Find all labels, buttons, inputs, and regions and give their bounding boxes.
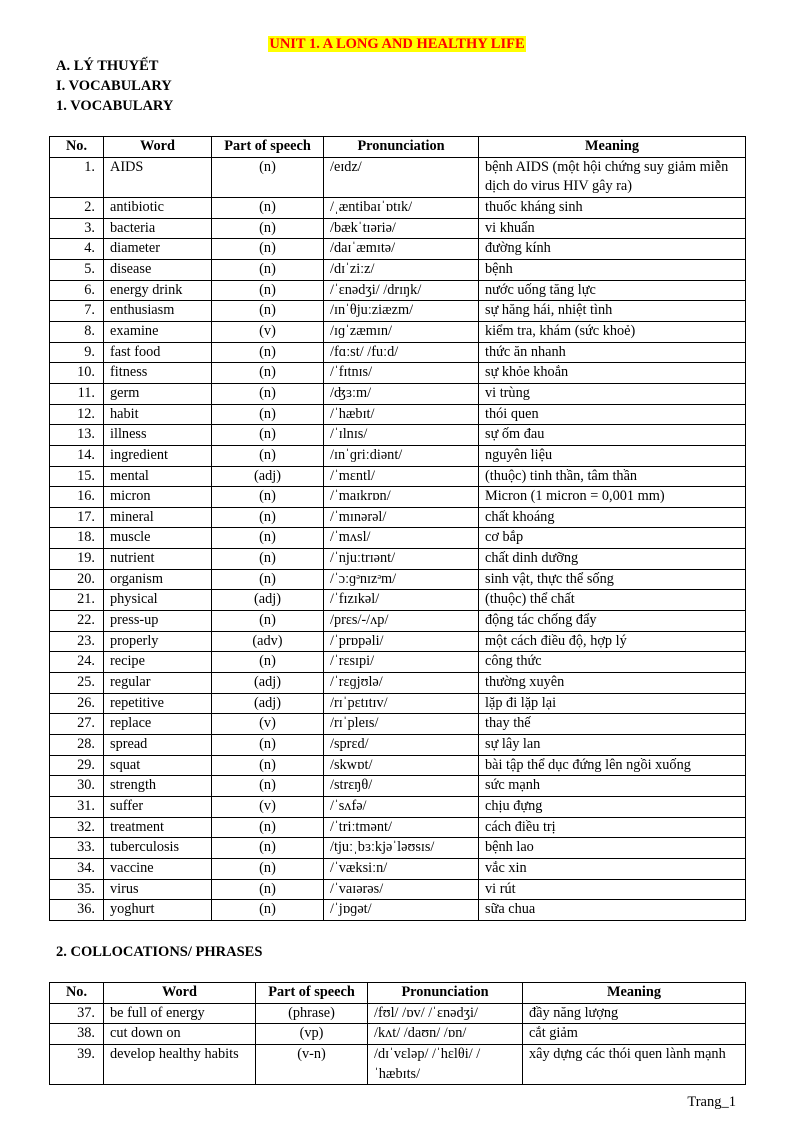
cell-pos: (v) — [212, 797, 324, 818]
cell-no: 3. — [50, 218, 104, 239]
cell-pos: (n) — [212, 611, 324, 632]
cell-pos: (n) — [212, 735, 324, 756]
cell-meaning: sự khỏe khoắn — [479, 363, 746, 384]
cell-meaning: vi rút — [479, 879, 746, 900]
table-row — [50, 900, 746, 921]
cell-no: 39. — [50, 1044, 104, 1084]
cell-word: enthusiasm — [104, 301, 212, 322]
cell-pronunciation: /ˈmaɪkrɒn/ — [324, 487, 479, 508]
table-row — [50, 528, 746, 549]
cell-meaning: sinh vật, thực thể sống — [479, 569, 746, 590]
cell-no: 1. — [50, 157, 104, 197]
cell-word: micron — [104, 487, 212, 508]
cell-pos: (v) — [212, 321, 324, 342]
cell-meaning: lặp đi lặp lại — [479, 693, 746, 714]
table-row — [50, 569, 746, 590]
table-row — [50, 404, 746, 425]
table-row — [50, 879, 746, 900]
cell-no: 12. — [50, 404, 104, 425]
cell-pronunciation: /ɪɡˈzæmɪn/ — [324, 321, 479, 342]
table-row — [50, 652, 746, 673]
cell-no: 37. — [50, 1003, 104, 1024]
cell-pronunciation: /ˈsʌfə/ — [324, 797, 479, 818]
cell-no: 9. — [50, 342, 104, 363]
cell-meaning: chất dinh dưỡng — [479, 549, 746, 570]
cell-no: 25. — [50, 673, 104, 694]
cell-word: physical — [104, 590, 212, 611]
cell-word: organism — [104, 569, 212, 590]
cell-pronunciation: /ˈtriːtmənt/ — [324, 817, 479, 838]
header-meaning: Meaning — [523, 983, 746, 1004]
cell-meaning: động tác chống đẩy — [479, 611, 746, 632]
cell-pronunciation: /ˈvaɪərəs/ — [324, 879, 479, 900]
cell-meaning: thay thế — [479, 714, 746, 735]
cell-pos: (n) — [212, 776, 324, 797]
cell-pronunciation: /rɪˈpɛtɪtɪv/ — [324, 693, 479, 714]
cell-word: regular — [104, 673, 212, 694]
cell-pronunciation: /ɪnˈθjuːziæzm/ — [324, 301, 479, 322]
cell-pronunciation: /tjuːˌbɜːkjəˈləʊsɪs/ — [324, 838, 479, 859]
table-row — [50, 301, 746, 322]
cell-meaning: bài tập thể dục đứng lên ngồi xuống — [479, 755, 746, 776]
cell-meaning: vắc xin — [479, 858, 746, 879]
cell-pronunciation: /ˈmɪnərəl/ — [324, 507, 479, 528]
cell-meaning: cắt giảm — [523, 1024, 746, 1045]
table-header-row — [50, 983, 746, 1004]
table-row — [50, 797, 746, 818]
table-row — [50, 1044, 746, 1084]
section-i-heading: I. VOCABULARY — [56, 78, 172, 94]
cell-word: press-up — [104, 611, 212, 632]
cell-pos: (n) — [212, 259, 324, 280]
cell-no: 38. — [50, 1024, 104, 1045]
cell-pos: (n) — [212, 549, 324, 570]
cell-pronunciation: /ˈjɒɡət/ — [324, 900, 479, 921]
cell-pronunciation: /ɪnˈɡriːdiənt/ — [324, 445, 479, 466]
cell-word: yoghurt — [104, 900, 212, 921]
cell-pronunciation: /skwɒt/ — [324, 755, 479, 776]
table-row — [50, 693, 746, 714]
cell-word: virus — [104, 879, 212, 900]
cell-no: 20. — [50, 569, 104, 590]
table-row — [50, 714, 746, 735]
cell-word: AIDS — [104, 157, 212, 197]
cell-meaning: thường xuyên — [479, 673, 746, 694]
cell-no: 17. — [50, 507, 104, 528]
cell-pos: (n) — [212, 157, 324, 197]
cell-pos: (n) — [212, 900, 324, 921]
table-row — [50, 549, 746, 570]
table-row — [50, 445, 746, 466]
cell-pos: (n) — [212, 383, 324, 404]
cell-pronunciation: /ˈmɛntl/ — [324, 466, 479, 487]
cell-no: 32. — [50, 817, 104, 838]
cell-pos: (adj) — [212, 693, 324, 714]
cell-word: energy drink — [104, 280, 212, 301]
cell-meaning: vi trùng — [479, 383, 746, 404]
cell-word: ingredient — [104, 445, 212, 466]
cell-pos: (n) — [212, 363, 324, 384]
cell-pos: (adj) — [212, 673, 324, 694]
cell-pronunciation: /ˈɛnədʒi/ /drɪŋk/ — [324, 280, 479, 301]
table-row — [50, 239, 746, 260]
cell-word: diameter — [104, 239, 212, 260]
cell-word: cut down on — [104, 1024, 256, 1045]
cell-pos: (v-n) — [256, 1044, 368, 1084]
cell-pos: (n) — [212, 404, 324, 425]
cell-meaning: Micron (1 micron = 0,001 mm) — [479, 487, 746, 508]
cell-no: 7. — [50, 301, 104, 322]
cell-word: develop healthy habits — [104, 1044, 256, 1084]
cell-pronunciation: /eɪdz/ — [324, 157, 479, 197]
cell-pos: (n) — [212, 528, 324, 549]
cell-pos: (n) — [212, 817, 324, 838]
cell-meaning: bệnh — [479, 259, 746, 280]
cell-pronunciation: /kʌt/ /daʊn/ /ɒn/ — [368, 1024, 523, 1045]
cell-no: 19. — [50, 549, 104, 570]
cell-meaning: xây dựng các thói quen lành mạnh — [523, 1044, 746, 1084]
cell-no: 26. — [50, 693, 104, 714]
cell-pos: (n) — [212, 569, 324, 590]
cell-pos: (n) — [212, 301, 324, 322]
cell-no: 21. — [50, 590, 104, 611]
header-no: No. — [50, 983, 104, 1004]
cell-pos: (n) — [212, 755, 324, 776]
cell-pronunciation: /ˈnjuːtrɪənt/ — [324, 549, 479, 570]
cell-word: antibiotic — [104, 197, 212, 218]
cell-pos: (adj) — [212, 590, 324, 611]
table-row — [50, 197, 746, 218]
cell-pronunciation: /strɛŋθ/ — [324, 776, 479, 797]
table-row — [50, 383, 746, 404]
cell-pos: (n) — [212, 487, 324, 508]
cell-meaning: bệnh lao — [479, 838, 746, 859]
cell-meaning: sự ốm đau — [479, 425, 746, 446]
table-row — [50, 507, 746, 528]
cell-no: 15. — [50, 466, 104, 487]
cell-no: 27. — [50, 714, 104, 735]
cell-word: squat — [104, 755, 212, 776]
cell-pronunciation: /dɪˈvɛləp/ /ˈhɛlθi/ /ˈhæbɪts/ — [368, 1044, 523, 1084]
collocations-table — [49, 982, 746, 1085]
page-number: Trang_1 — [687, 1094, 736, 1110]
cell-word: tuberculosis — [104, 838, 212, 859]
cell-meaning: sữa chua — [479, 900, 746, 921]
cell-word: replace — [104, 714, 212, 735]
cell-no: 14. — [50, 445, 104, 466]
cell-meaning: cơ bắp — [479, 528, 746, 549]
table-row — [50, 466, 746, 487]
cell-no: 22. — [50, 611, 104, 632]
cell-word: be full of energy — [104, 1003, 256, 1024]
cell-no: 6. — [50, 280, 104, 301]
cell-pos: (n) — [212, 879, 324, 900]
cell-pos: (adj) — [212, 466, 324, 487]
table-row — [50, 425, 746, 446]
cell-meaning: thức ăn nhanh — [479, 342, 746, 363]
table-row — [50, 858, 746, 879]
cell-no: 34. — [50, 858, 104, 879]
table-row — [50, 487, 746, 508]
table-row — [50, 755, 746, 776]
header-meaning: Meaning — [479, 137, 746, 158]
cell-pronunciation: /ˈprɒpəli/ — [324, 631, 479, 652]
table-row — [50, 817, 746, 838]
cell-pos: (n) — [212, 652, 324, 673]
cell-pronunciation: /ˌæntibaɪˈɒtɪk/ — [324, 197, 479, 218]
table-row — [50, 259, 746, 280]
cell-pos: (n) — [212, 342, 324, 363]
cell-meaning: vi khuẩn — [479, 218, 746, 239]
cell-word: examine — [104, 321, 212, 342]
cell-pronunciation: /rɪˈpleɪs/ — [324, 714, 479, 735]
cell-pronunciation: /dɪˈziːz/ — [324, 259, 479, 280]
page-title: UNIT 1. A LONG AND HEALTHY LIFE — [269, 36, 525, 52]
cell-word: repetitive — [104, 693, 212, 714]
cell-meaning: (thuộc) thể chất — [479, 590, 746, 611]
cell-pronunciation: /prɛs/-/ʌp/ — [324, 611, 479, 632]
cell-pos: (n) — [212, 197, 324, 218]
cell-meaning: cách điều trị — [479, 817, 746, 838]
cell-word: fitness — [104, 363, 212, 384]
cell-pronunciation: /ˈrɛsɪpi/ — [324, 652, 479, 673]
cell-meaning: công thức — [479, 652, 746, 673]
table-row — [50, 218, 746, 239]
header-pronunciation: Pronunciation — [368, 983, 523, 1004]
cell-no: 2. — [50, 197, 104, 218]
table-row — [50, 321, 746, 342]
cell-no: 10. — [50, 363, 104, 384]
header-no: No. — [50, 137, 104, 158]
cell-meaning: (thuộc) tinh thần, tâm thần — [479, 466, 746, 487]
cell-meaning: đầy năng lượng — [523, 1003, 746, 1024]
cell-no: 18. — [50, 528, 104, 549]
cell-pos: (n) — [212, 838, 324, 859]
cell-pos: (n) — [212, 218, 324, 239]
table-row — [50, 838, 746, 859]
cell-word: disease — [104, 259, 212, 280]
cell-word: germ — [104, 383, 212, 404]
cell-no: 35. — [50, 879, 104, 900]
table-row — [50, 280, 746, 301]
cell-meaning: chất khoáng — [479, 507, 746, 528]
cell-meaning: kiểm tra, khám (sức khoẻ) — [479, 321, 746, 342]
cell-meaning: thuốc kháng sinh — [479, 197, 746, 218]
cell-meaning: đường kính — [479, 239, 746, 260]
cell-pos: (n) — [212, 858, 324, 879]
cell-pos: (n) — [212, 507, 324, 528]
cell-word: fast food — [104, 342, 212, 363]
section-a-heading: A. LÝ THUYẾT — [56, 58, 159, 74]
cell-pos: (vp) — [256, 1024, 368, 1045]
cell-no: 13. — [50, 425, 104, 446]
cell-pronunciation: /fʊl/ /ɒv/ /ˈɛnədʒi/ — [368, 1003, 523, 1024]
section-1-heading: 1. VOCABULARY — [56, 98, 174, 114]
cell-meaning: thói quen — [479, 404, 746, 425]
cell-meaning: sự lây lan — [479, 735, 746, 756]
cell-pronunciation: /ˈfɪzɪkəl/ — [324, 590, 479, 611]
cell-pronunciation: /ˈfɪtnɪs/ — [324, 363, 479, 384]
cell-no: 33. — [50, 838, 104, 859]
cell-word: suffer — [104, 797, 212, 818]
cell-no: 31. — [50, 797, 104, 818]
cell-pos: (adv) — [212, 631, 324, 652]
cell-pronunciation: /bækˈtɪəriə/ — [324, 218, 479, 239]
cell-no: 28. — [50, 735, 104, 756]
cell-meaning: nước uống tăng lực — [479, 280, 746, 301]
table-row — [50, 631, 746, 652]
table-row — [50, 776, 746, 797]
section-2-heading: 2. COLLOCATIONS/ PHRASES — [56, 944, 263, 960]
cell-word: vaccine — [104, 858, 212, 879]
cell-pronunciation: /ˈmʌsl/ — [324, 528, 479, 549]
cell-pos: (v) — [212, 714, 324, 735]
cell-word: spread — [104, 735, 212, 756]
cell-no: 16. — [50, 487, 104, 508]
cell-pronunciation: /ˈvæksiːn/ — [324, 858, 479, 879]
table-row — [50, 1003, 746, 1024]
cell-pos: (n) — [212, 280, 324, 301]
cell-word: illness — [104, 425, 212, 446]
table-row — [50, 1024, 746, 1045]
table-row — [50, 735, 746, 756]
cell-word: treatment — [104, 817, 212, 838]
cell-meaning: một cách điều độ, hợp lý — [479, 631, 746, 652]
cell-no: 29. — [50, 755, 104, 776]
cell-no: 36. — [50, 900, 104, 921]
cell-word: muscle — [104, 528, 212, 549]
header-word: Word — [104, 983, 256, 1004]
cell-meaning: bệnh AIDS (một hội chứng suy giảm miễn dịch do virus HIV gây ra) — [479, 157, 746, 197]
cell-word: habit — [104, 404, 212, 425]
cell-pronunciation: /ˈɔːɡᵊnɪzᵊm/ — [324, 569, 479, 590]
table-row — [50, 590, 746, 611]
cell-pronunciation: /sprɛd/ — [324, 735, 479, 756]
cell-pronunciation: /ˈɪlnɪs/ — [324, 425, 479, 446]
header-word: Word — [104, 137, 212, 158]
cell-no: 24. — [50, 652, 104, 673]
cell-pronunciation: /fɑːst/ /fuːd/ — [324, 342, 479, 363]
table-row — [50, 342, 746, 363]
cell-word: strength — [104, 776, 212, 797]
cell-pronunciation: /ˈhæbɪt/ — [324, 404, 479, 425]
table-row — [50, 611, 746, 632]
cell-word: bacteria — [104, 218, 212, 239]
cell-word: mental — [104, 466, 212, 487]
cell-word: nutrient — [104, 549, 212, 570]
cell-word: recipe — [104, 652, 212, 673]
header-pos: Part of speech — [256, 983, 368, 1004]
cell-no: 4. — [50, 239, 104, 260]
cell-pronunciation: /daɪˈæmɪtə/ — [324, 239, 479, 260]
cell-pronunciation: /ʤɜːm/ — [324, 383, 479, 404]
cell-no: 23. — [50, 631, 104, 652]
cell-word: mineral — [104, 507, 212, 528]
cell-pos: (n) — [212, 425, 324, 446]
table-row — [50, 363, 746, 384]
header-pronunciation: Pronunciation — [324, 137, 479, 158]
cell-meaning: nguyên liệu — [479, 445, 746, 466]
cell-pos: (n) — [212, 239, 324, 260]
cell-no: 11. — [50, 383, 104, 404]
table-header-row — [50, 137, 746, 158]
cell-pos: (n) — [212, 445, 324, 466]
cell-meaning: sức mạnh — [479, 776, 746, 797]
table-row — [50, 673, 746, 694]
table-row — [50, 157, 746, 197]
cell-no: 30. — [50, 776, 104, 797]
cell-no: 5. — [50, 259, 104, 280]
header-pos: Part of speech — [212, 137, 324, 158]
cell-pos: (phrase) — [256, 1003, 368, 1024]
vocabulary-table — [49, 136, 746, 921]
cell-pronunciation: /ˈrɛɡjʊlə/ — [324, 673, 479, 694]
cell-word: properly — [104, 631, 212, 652]
cell-meaning: chịu đựng — [479, 797, 746, 818]
cell-no: 8. — [50, 321, 104, 342]
cell-meaning: sự hăng hái, nhiệt tình — [479, 301, 746, 322]
